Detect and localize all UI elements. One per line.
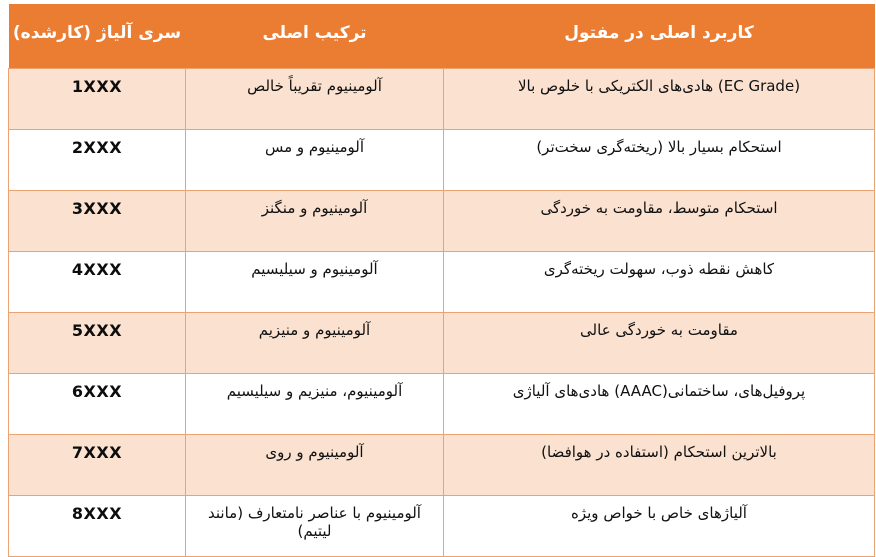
- alloy-series-table: [8, 4, 875, 557]
- composition-cell: آلومینیوم و مس: [186, 130, 444, 191]
- composition-cell: آلومینیوم و سیلیسیم: [186, 252, 444, 313]
- header-composition: ترکیب اصلی: [186, 4, 444, 69]
- application-cell: استحکام متوسط، مقاومت به خوردگی: [444, 191, 875, 252]
- series-cell: 5XXX: [9, 313, 186, 374]
- series-cell: 7XXX: [9, 435, 186, 496]
- composition-cell: آلومینیوم و منگنز: [186, 191, 444, 252]
- table-row: [9, 252, 875, 313]
- application-cell: استحکام بسیار بالا (ریخته‌گری سخت‌تر): [444, 130, 875, 191]
- table-row: [9, 496, 875, 557]
- table-row: [9, 313, 875, 374]
- series-cell: 4XXX: [9, 252, 186, 313]
- series-cell: 2XXX: [9, 130, 186, 191]
- application-cell: کاهش نقطه ذوب، سهولت ریخته‌گری: [444, 252, 875, 313]
- application-cell: (EC Grade) هادی‌های الکتریکی با خلوص بالا: [444, 69, 875, 130]
- series-cell: 1XXX: [9, 69, 186, 130]
- series-cell: 8XXX: [9, 496, 186, 557]
- table-row: [9, 69, 875, 130]
- header-application: کاربرد اصلی در مفتول: [444, 4, 875, 69]
- series-cell: 6XXX: [9, 374, 186, 435]
- table-row: [9, 191, 875, 252]
- application-cell: بالاترین استحکام (استفاده در هوافضا): [444, 435, 875, 496]
- table-row: [9, 130, 875, 191]
- table-row: [9, 374, 875, 435]
- composition-cell: آلومینیوم با عناصر نامتعارف (مانند لیتیم): [186, 496, 444, 557]
- table-row: [9, 435, 875, 496]
- application-cell: مقاومت به خوردگی عالی: [444, 313, 875, 374]
- application-cell: آلیاژهای خاص با خواص ویژه: [444, 496, 875, 557]
- series-cell: 3XXX: [9, 191, 186, 252]
- header-series: سری آلیاژ (کارشده): [9, 4, 186, 69]
- composition-cell: آلومینیوم و روی: [186, 435, 444, 496]
- application-cell: پروفیل‌های، ساختمانی(AAAC) هادی‌های آلیاژی: [444, 374, 875, 435]
- header-row: [9, 4, 875, 69]
- composition-cell: آلومینیوم، منیزیم و سیلیسیم: [186, 374, 444, 435]
- composition-cell: آلومینیوم تقریباً خالص: [186, 69, 444, 130]
- composition-cell: آلومینیوم و منیزیم: [186, 313, 444, 374]
